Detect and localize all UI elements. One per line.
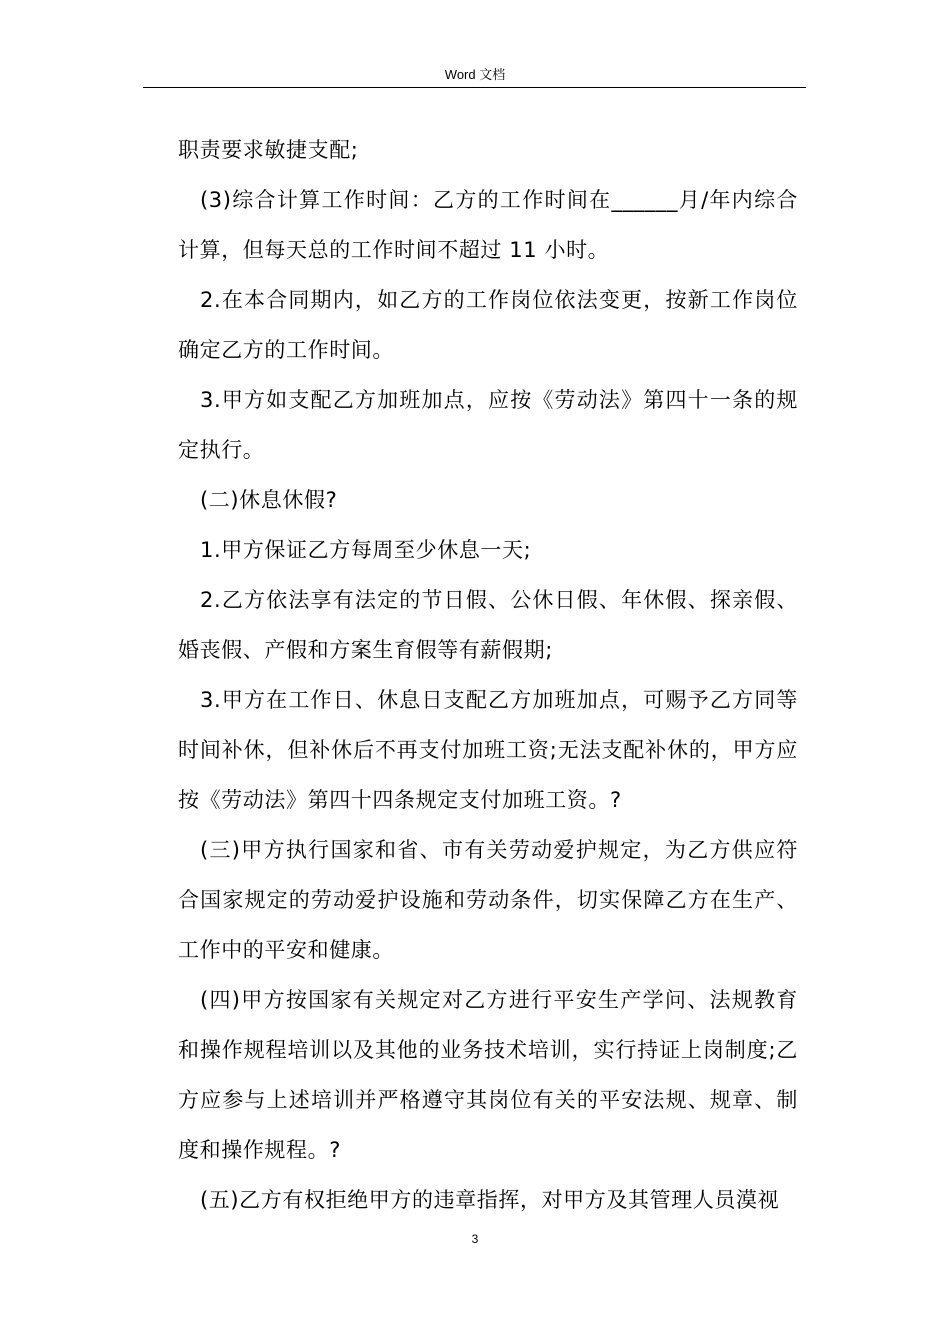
page-number: 3 (471, 1232, 479, 1246)
paragraph: (五)乙方有权拒绝甲方的违章指挥，对甲方及其管理人员漠视 (200, 1188, 780, 1212)
paragraph: (三)甲方执行国家和省、市有关劳动爱护规定，为乙方供应符合国家规定的劳动爱护设施和劳动条件，切实保障乙方在生产、工作中的平安和健康。 (178, 838, 798, 962)
paragraph-continuation: 职责要求敏捷支配; (178, 138, 359, 162)
section-heading: (二)休息休假? (200, 488, 338, 512)
paragraph: 1.甲方保证乙方每周至少休息一天; (200, 538, 532, 562)
paragraph: 2.在本合同期内，如乙方的工作岗位依法变更，按新工作岗位确定乙方的工作时间。 (178, 288, 798, 362)
paragraph: (四)甲方按国家有关规定对乙方进行平安生产学问、法规教育和操作规程培训以及其他的业务技术培训，实行持证上岗制度;乙方应参与上述培训并严格遵守其岗位有关的平安法规、规章、制度和操作规程。? (178, 988, 798, 1162)
paragraph: 3.甲方如支配乙方加班加点，应按《劳动法》第四十一条的规定执行。 (178, 388, 798, 462)
paragraph: 3.甲方在工作日、休息日支配乙方加班加点，可赐予乙方同等时间补休，但补休后不再支付加班工资;无法支配补休的，甲方应按《劳动法》第四十四条规定支付加班工资。? (178, 688, 798, 812)
header-divider (143, 87, 806, 88)
paragraph: 2.乙方依法享有法定的节日假、公休日假、年休假、探亲假、婚丧假、产假和方案生育假等有薪假期; (178, 588, 798, 662)
document-body (178, 125, 798, 1225)
paragraph: (3)综合计算工作时间：乙方的工作时间在______月/年内综合计算，但每天总的工作时间不超过 11 小时。 (178, 188, 798, 262)
page-header: Word 文档 (444, 67, 506, 82)
